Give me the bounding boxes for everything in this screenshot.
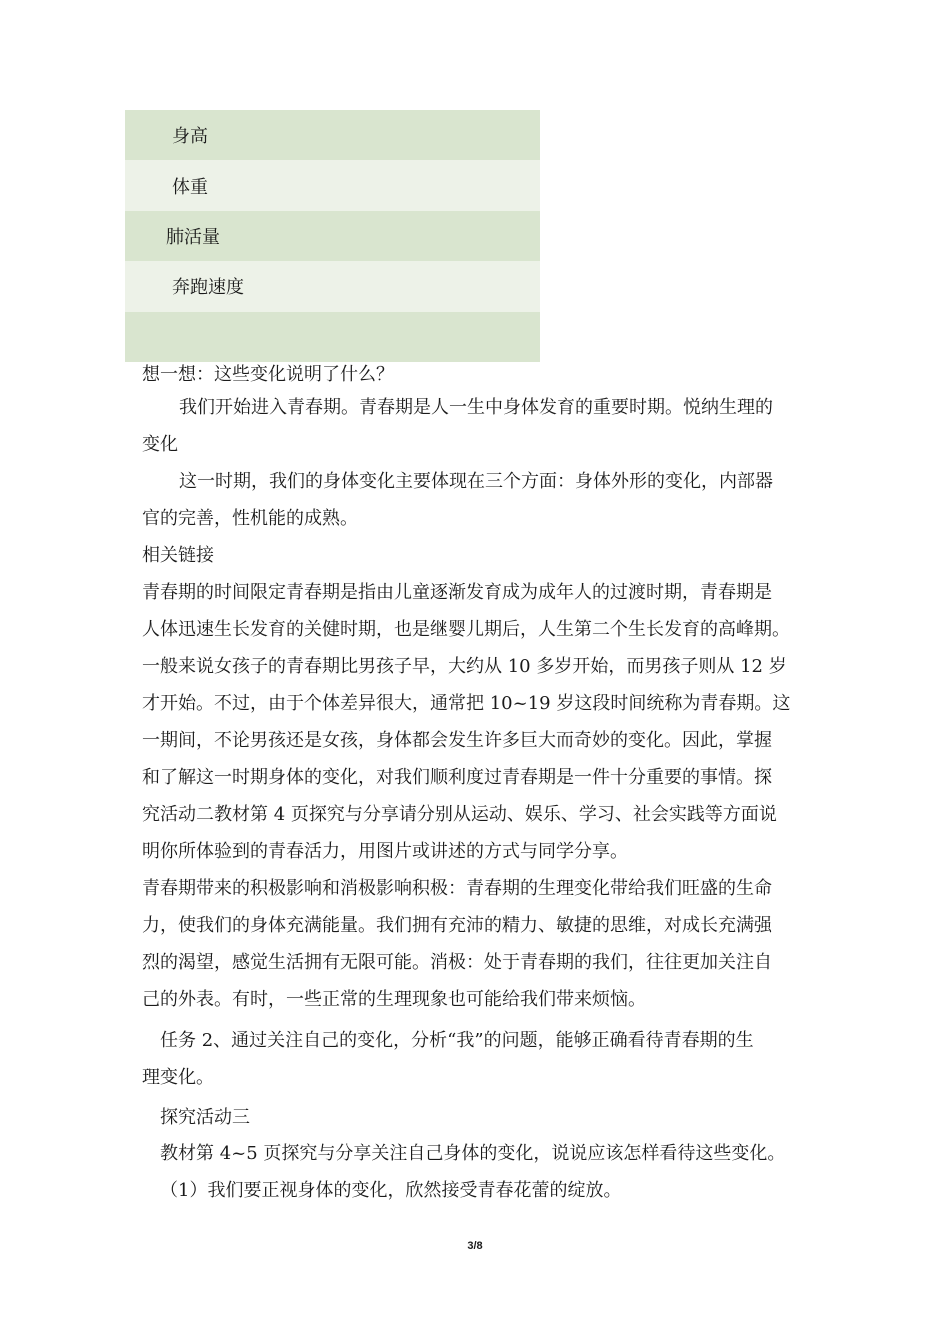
paragraph-line: 教材第 4~5 页探究与分享关注自己身体的变化，说说应该怎样看待这些变化。	[160, 1143, 786, 1164]
table-row	[125, 211, 540, 261]
table-cell: 体重	[172, 176, 208, 198]
section-heading: 相关链接	[142, 545, 214, 566]
paragraph-line: 明你所体验到的青春活力，用图片或讲述的方式与同学分享。	[142, 841, 628, 862]
paragraph-line: 变化	[142, 434, 178, 455]
paragraph-line: 烈的渴望，感觉生活拥有无限可能。消极：处于青春期的我们，往往更加关注自	[142, 952, 772, 973]
paragraph-line: 青春期的时间限定青春期是指由儿童逐渐发育成为成年人的过渡时期，青春期是	[142, 582, 772, 603]
section-heading: 探究活动三	[160, 1107, 250, 1128]
table-cell: 身高	[172, 126, 208, 148]
paragraph-line: 力，使我们的身体充满能量。我们拥有充沛的精力、敏捷的思维，对成长充满强	[142, 915, 772, 936]
paragraph-line: 己的外表。有时，一些正常的生理现象也可能给我们带来烦恼。	[142, 989, 646, 1010]
paragraph-line: 一般来说女孩子的青春期比男孩子早，大约从 10 多岁开始，而男孩子则从 12 岁	[142, 656, 787, 677]
table-row	[125, 312, 540, 362]
table-cell: 奔跑速度	[172, 277, 244, 299]
paragraph-line: 才开始。不过，由于个体差异很大，通常把 10~19 岁这段时间统称为青春期。这	[142, 693, 791, 714]
paragraph-line: 和了解这一时期身体的变化，对我们顺利度过青春期是一件十分重要的事情。探	[142, 767, 772, 788]
body-changes-table	[125, 110, 540, 362]
table-cell: 肺活量	[166, 226, 220, 248]
paragraph-line: 究活动二教材第 4 页探究与分享请分别从运动、娱乐、学习、社会实践等方面说	[142, 804, 777, 825]
paragraph-line: 一期间，不论男孩还是女孩，身体都会发生许多巨大而奇妙的变化。因此，掌握	[142, 730, 772, 751]
paragraph-line: 官的完善，性机能的成熟。	[142, 508, 358, 529]
paragraph-line: 人体迅速生长发育的关健时期，也是继婴儿期后，人生第二个生长发育的高峰期。	[142, 619, 790, 640]
paragraph-line: 青春期带来的积极影响和消极影响积极：青春期的生理变化带给我们旺盛的生命	[142, 878, 772, 899]
paragraph-line: （1）我们要正视身体的变化，欣然接受青春花蕾的绽放。	[160, 1180, 622, 1201]
page-number: 3/8	[467, 1240, 483, 1252]
task-line: 理变化。	[142, 1067, 214, 1088]
task-line: 任务 2、通过关注自己的变化，分析“我”的问题，能够正确看待青春期的生	[160, 1030, 754, 1051]
table-row	[125, 110, 540, 160]
table-row	[125, 160, 540, 210]
table-row	[125, 261, 540, 311]
paragraph-line: 我们开始进入青春期。青春期是人一生中身体发育的重要时期。悦纳生理的	[179, 397, 773, 418]
prompt-line: 想一想：这些变化说明了什么？	[142, 364, 394, 385]
paragraph-line: 这一时期，我们的身体变化主要体现在三个方面：身体外形的变化，内部器	[179, 471, 773, 492]
